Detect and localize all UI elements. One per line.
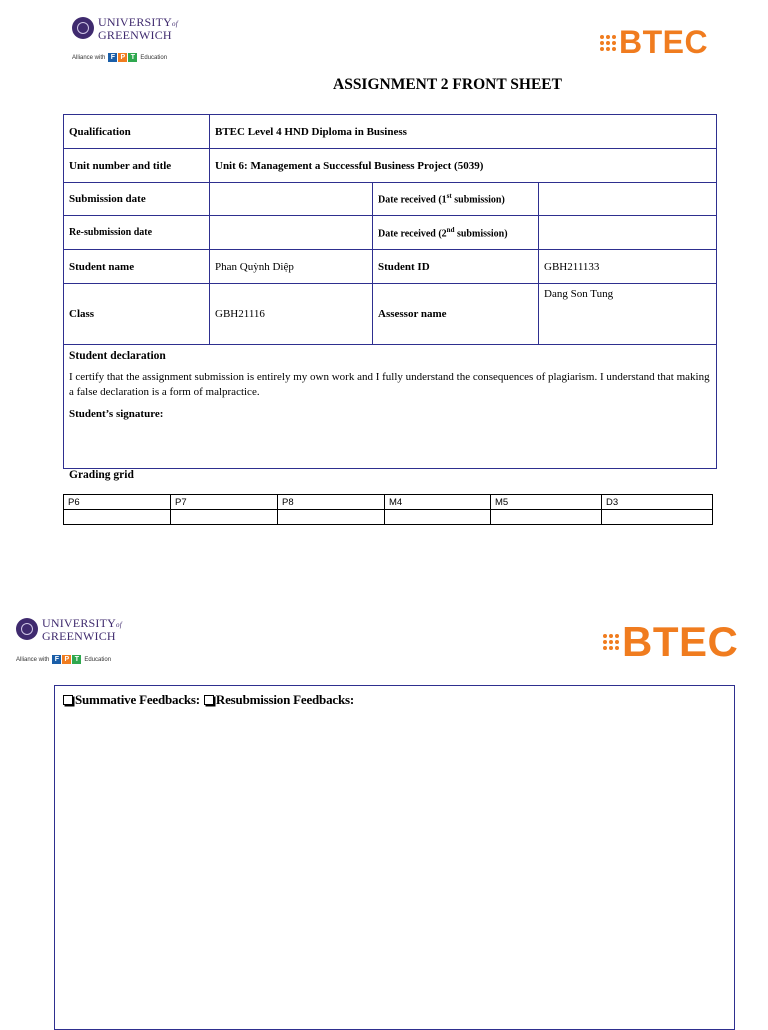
grading-grid-table <box>63 494 713 525</box>
fpt-logo-2 <box>52 655 81 664</box>
student-name-label: Student name <box>64 250 210 284</box>
btec-dots-icon <box>600 35 616 51</box>
grading-value-p8 <box>278 510 385 525</box>
submission-value <box>210 183 373 216</box>
resubmission-checkbox-icon[interactable] <box>204 695 214 705</box>
greenwich-logo-2 <box>16 618 122 642</box>
grading-grid-label: Grading grid <box>69 469 134 481</box>
class-value: GBH21116 <box>210 284 373 345</box>
grading-value-m4 <box>385 510 491 525</box>
btec-wordmark: BTEC <box>619 24 709 60</box>
assessor-label: Assessor name <box>373 284 539 345</box>
greenwich-line2-2: GREENWICH <box>42 629 116 643</box>
front-sheet-table <box>63 114 717 469</box>
page-title: ASSIGNMENT 2 FRONT SHEET <box>333 76 562 93</box>
declaration-cell <box>64 345 717 469</box>
date-received-1-label <box>373 183 539 216</box>
fpt-logo <box>108 53 137 62</box>
alliance-prefix-2: Alliance with <box>16 656 50 663</box>
date-received-1-prefix: Date received (1 <box>378 194 447 206</box>
declaration-title: Student declaration <box>69 350 166 362</box>
btec-dots-icon-2 <box>603 634 619 650</box>
greenwich-of: of <box>172 20 178 28</box>
fpt-letter-t: T <box>128 53 137 62</box>
qualification-value: BTEC Level 4 HND Diploma in Business <box>210 115 717 149</box>
grading-header-d3: D3 <box>602 495 713 510</box>
declaration-row <box>64 345 717 469</box>
fpt-letter-f: F <box>108 53 117 62</box>
class-label: Class <box>64 284 210 345</box>
unit-label: Unit number and title <box>64 149 210 183</box>
grading-value-d3 <box>602 510 713 525</box>
declaration-text: I certify that the assignment submission is entirely my own work and I fully understand the consequences of plagiarism. I understand that making a false declaration is a form of malpractice. <box>69 371 710 398</box>
greenwich-crest-icon <box>72 17 94 39</box>
class-row <box>64 284 717 345</box>
qualification-label: Qualification <box>64 115 210 149</box>
student-id-label: Student ID <box>373 250 539 284</box>
greenwich-line1-2: UNIVERSITY <box>42 616 116 630</box>
alliance-suffix: Education <box>140 54 168 61</box>
alliance-suffix-2: Education <box>84 656 112 663</box>
btec-logo-2 <box>603 618 738 666</box>
feedback-header <box>63 692 354 708</box>
grading-value-p6 <box>64 510 171 525</box>
fpt-letter-p: P <box>118 53 127 62</box>
grading-value-m5 <box>491 510 602 525</box>
alliance-fpt-2 <box>16 655 111 664</box>
date-received-2-label <box>373 216 539 250</box>
greenwich-of-2: of <box>116 621 122 629</box>
btec-logo <box>600 24 708 61</box>
grading-value-p7 <box>171 510 278 525</box>
grading-header-m5: M5 <box>491 495 602 510</box>
fpt-letter-t-2: T <box>72 655 81 664</box>
grading-header-m4: M4 <box>385 495 491 510</box>
submission-row <box>64 183 717 216</box>
unit-value: Unit 6: Management a Successful Business Project (5039) <box>210 149 717 183</box>
date-received-1-suffix: submission) <box>451 194 505 206</box>
qualification-row <box>64 115 717 149</box>
summative-checkbox-icon[interactable] <box>63 695 73 705</box>
unit-row <box>64 149 717 183</box>
date-received-2-prefix: Date received (2 <box>378 228 447 240</box>
date-received-2-suffix: submission) <box>454 228 508 240</box>
student-row <box>64 250 717 284</box>
greenwich-line1: UNIVERSITY <box>98 15 172 29</box>
student-id-value: GBH211133 <box>539 250 717 284</box>
alliance-prefix: Alliance with <box>72 54 106 61</box>
resubmission-row <box>64 216 717 250</box>
signature-label: Student’s signature: <box>69 408 164 420</box>
resubmission-label: Re-submission date <box>64 216 210 250</box>
assessor-value: Dang Son Tung <box>539 284 717 345</box>
fpt-letter-p-2: P <box>62 655 71 664</box>
grading-value-row <box>64 510 713 525</box>
feedback-box <box>54 685 735 1030</box>
grading-header-p8: P8 <box>278 495 385 510</box>
date-received-2-sup: nd <box>446 225 455 234</box>
date-received-1-sup: st <box>446 192 452 201</box>
grading-header-p6: P6 <box>64 495 171 510</box>
submission-label: Submission date <box>64 183 210 216</box>
alliance-fpt <box>72 53 167 62</box>
grading-header-row <box>64 495 713 510</box>
student-name-value: Phan Quỳnh Diệp <box>210 250 373 284</box>
greenwich-crest-icon-2 <box>16 618 38 640</box>
summative-feedback-label: Summative Feedbacks: <box>75 692 200 707</box>
greenwich-logo <box>72 17 178 41</box>
date-received-1-value <box>539 183 717 216</box>
grading-header-p7: P7 <box>171 495 278 510</box>
btec-wordmark-2: BTEC <box>622 618 739 665</box>
date-received-2-value <box>539 216 717 250</box>
resubmission-feedback-label: Resubmission Feedbacks: <box>215 692 354 707</box>
resubmission-value <box>210 216 373 250</box>
fpt-letter-f-2: F <box>52 655 61 664</box>
greenwich-line2: GREENWICH <box>98 28 172 42</box>
